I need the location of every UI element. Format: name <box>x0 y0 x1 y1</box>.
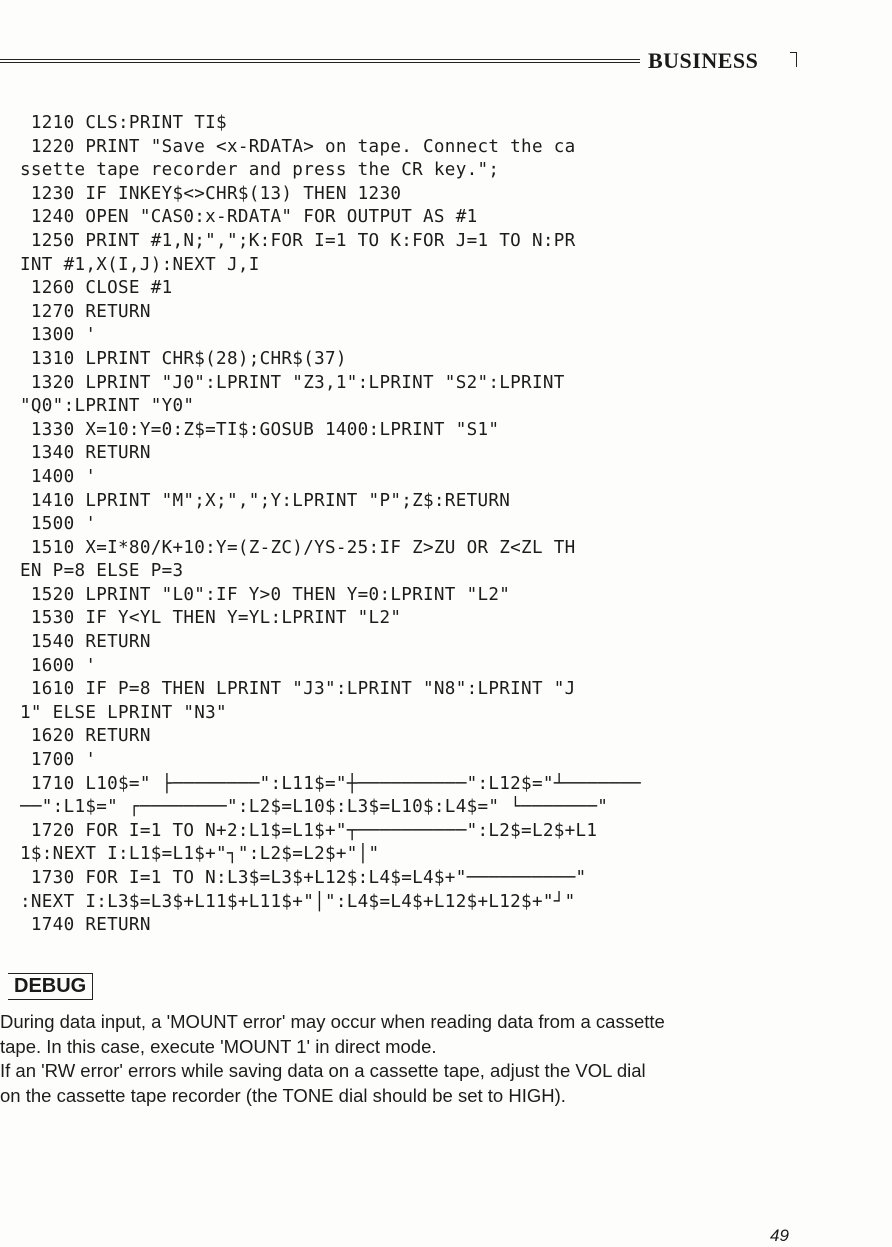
code-line: ──":L1$=" ┌────────":L2$=L10$:L3$=L10$:L4$=" └───────" <box>20 797 609 818</box>
code-line: 1410 LPRINT "M";X;",";Y:LPRINT "P";Z$:RETURN <box>20 490 511 511</box>
code-line: "Q0":LPRINT "Y0" <box>20 396 195 417</box>
code-line: 1610 IF P=8 THEN LPRINT "J3":LPRINT "N8":LPRINT "J <box>20 679 576 700</box>
code-line: 1600 ' <box>20 655 97 676</box>
code-line: :NEXT I:L3$=L3$+L11$+L11$+"│":L4$=L4$+L12$+L12$+"┘" <box>20 891 576 912</box>
code-line: 1400 ' <box>20 466 97 487</box>
code-line: EN P=8 ELSE P=3 <box>20 561 184 582</box>
code-line: 1310 LPRINT CHR$(28);CHR$(37) <box>20 348 347 369</box>
section-title: BUSINESS <box>648 48 759 73</box>
code-line: 1330 X=10:Y=0:Z$=TI$:GOSUB 1400:LPRINT "S1" <box>20 419 500 440</box>
code-line: 1620 RETURN <box>20 726 151 747</box>
code-line: 1$:NEXT I:L1$=L1$+"┐":L2$=L2$+"│" <box>20 844 380 865</box>
debug-heading: DEBUG <box>8 973 93 1000</box>
code-line: 1220 PRINT "Save <x-RDATA> on tape. Connect the ca <box>20 136 576 157</box>
code-line: 1510 X=I*80/K+10:Y=(Z-ZC)/YS-25:IF Z>ZU OR Z<ZL TH <box>20 537 576 558</box>
code-line: 1520 LPRINT "L0":IF Y>0 THEN Y=0:LPRINT "L2" <box>20 584 511 605</box>
debug-line: If an 'RW error' errors while saving data on a cassette tape, adjust the VOL dial <box>0 1060 646 1081</box>
code-line: 1540 RETURN <box>20 632 151 653</box>
code-line: 1530 IF Y<YL THEN Y=YL:LPRINT "L2" <box>20 608 402 629</box>
code-line: 1740 RETURN <box>20 915 151 936</box>
debug-paragraph <box>0 1010 780 1108</box>
code-line: 1710 L10$=" ├────────":L11$="┼──────────":L12$="┴─────── <box>20 773 641 794</box>
code-line: 1250 PRINT #1,N;",";K:FOR I=1 TO K:FOR J=1 TO N:PR <box>20 230 576 251</box>
code-line: 1210 CLS:PRINT TI$ <box>20 113 227 133</box>
code-line: ssette tape recorder and press the CR key."; <box>20 160 500 181</box>
code-line: 1" ELSE LPRINT "N3" <box>20 702 227 723</box>
code-line: 1340 RETURN <box>20 443 151 464</box>
basic-code-listing <box>20 112 790 938</box>
code-line: 1240 OPEN "CAS0:x-RDATA" FOR OUTPUT AS #1 <box>20 207 478 228</box>
code-line: 1720 FOR I=1 TO N+2:L1$=L1$+"┬──────────":L2$=L2$+L1 <box>20 820 598 841</box>
code-line: 1500 ' <box>20 514 97 535</box>
debug-line: During data input, a 'MOUNT error' may occur when reading data from a cassette <box>0 1011 665 1032</box>
code-line: 1270 RETURN <box>20 301 151 322</box>
code-line: 1230 IF INKEY$<>CHR$(13) THEN 1230 <box>20 183 402 204</box>
code-line: 1300 ' <box>20 325 97 346</box>
debug-line: tape. In this case, execute 'MOUNT 1' in direct mode. <box>0 1035 437 1057</box>
code-line: 1260 CLOSE #1 <box>20 278 173 299</box>
debug-line: on the cassette tape recorder (the TONE dial should be set to HIGH). <box>0 1084 566 1106</box>
code-line: INT #1,X(I,J):NEXT J,I <box>20 254 260 275</box>
page-number: 49 <box>770 1226 789 1245</box>
code-line: 1730 FOR I=1 TO N:L3$=L3$+L12$:L4$=L4$+"──────────" <box>20 868 587 888</box>
header-rule <box>0 59 640 63</box>
code-line: 1320 LPRINT "J0":LPRINT "Z3,1":LPRINT "S2":LPRINT <box>20 372 565 393</box>
header-corner-mark <box>790 52 797 67</box>
code-line: 1700 ' <box>20 750 97 771</box>
